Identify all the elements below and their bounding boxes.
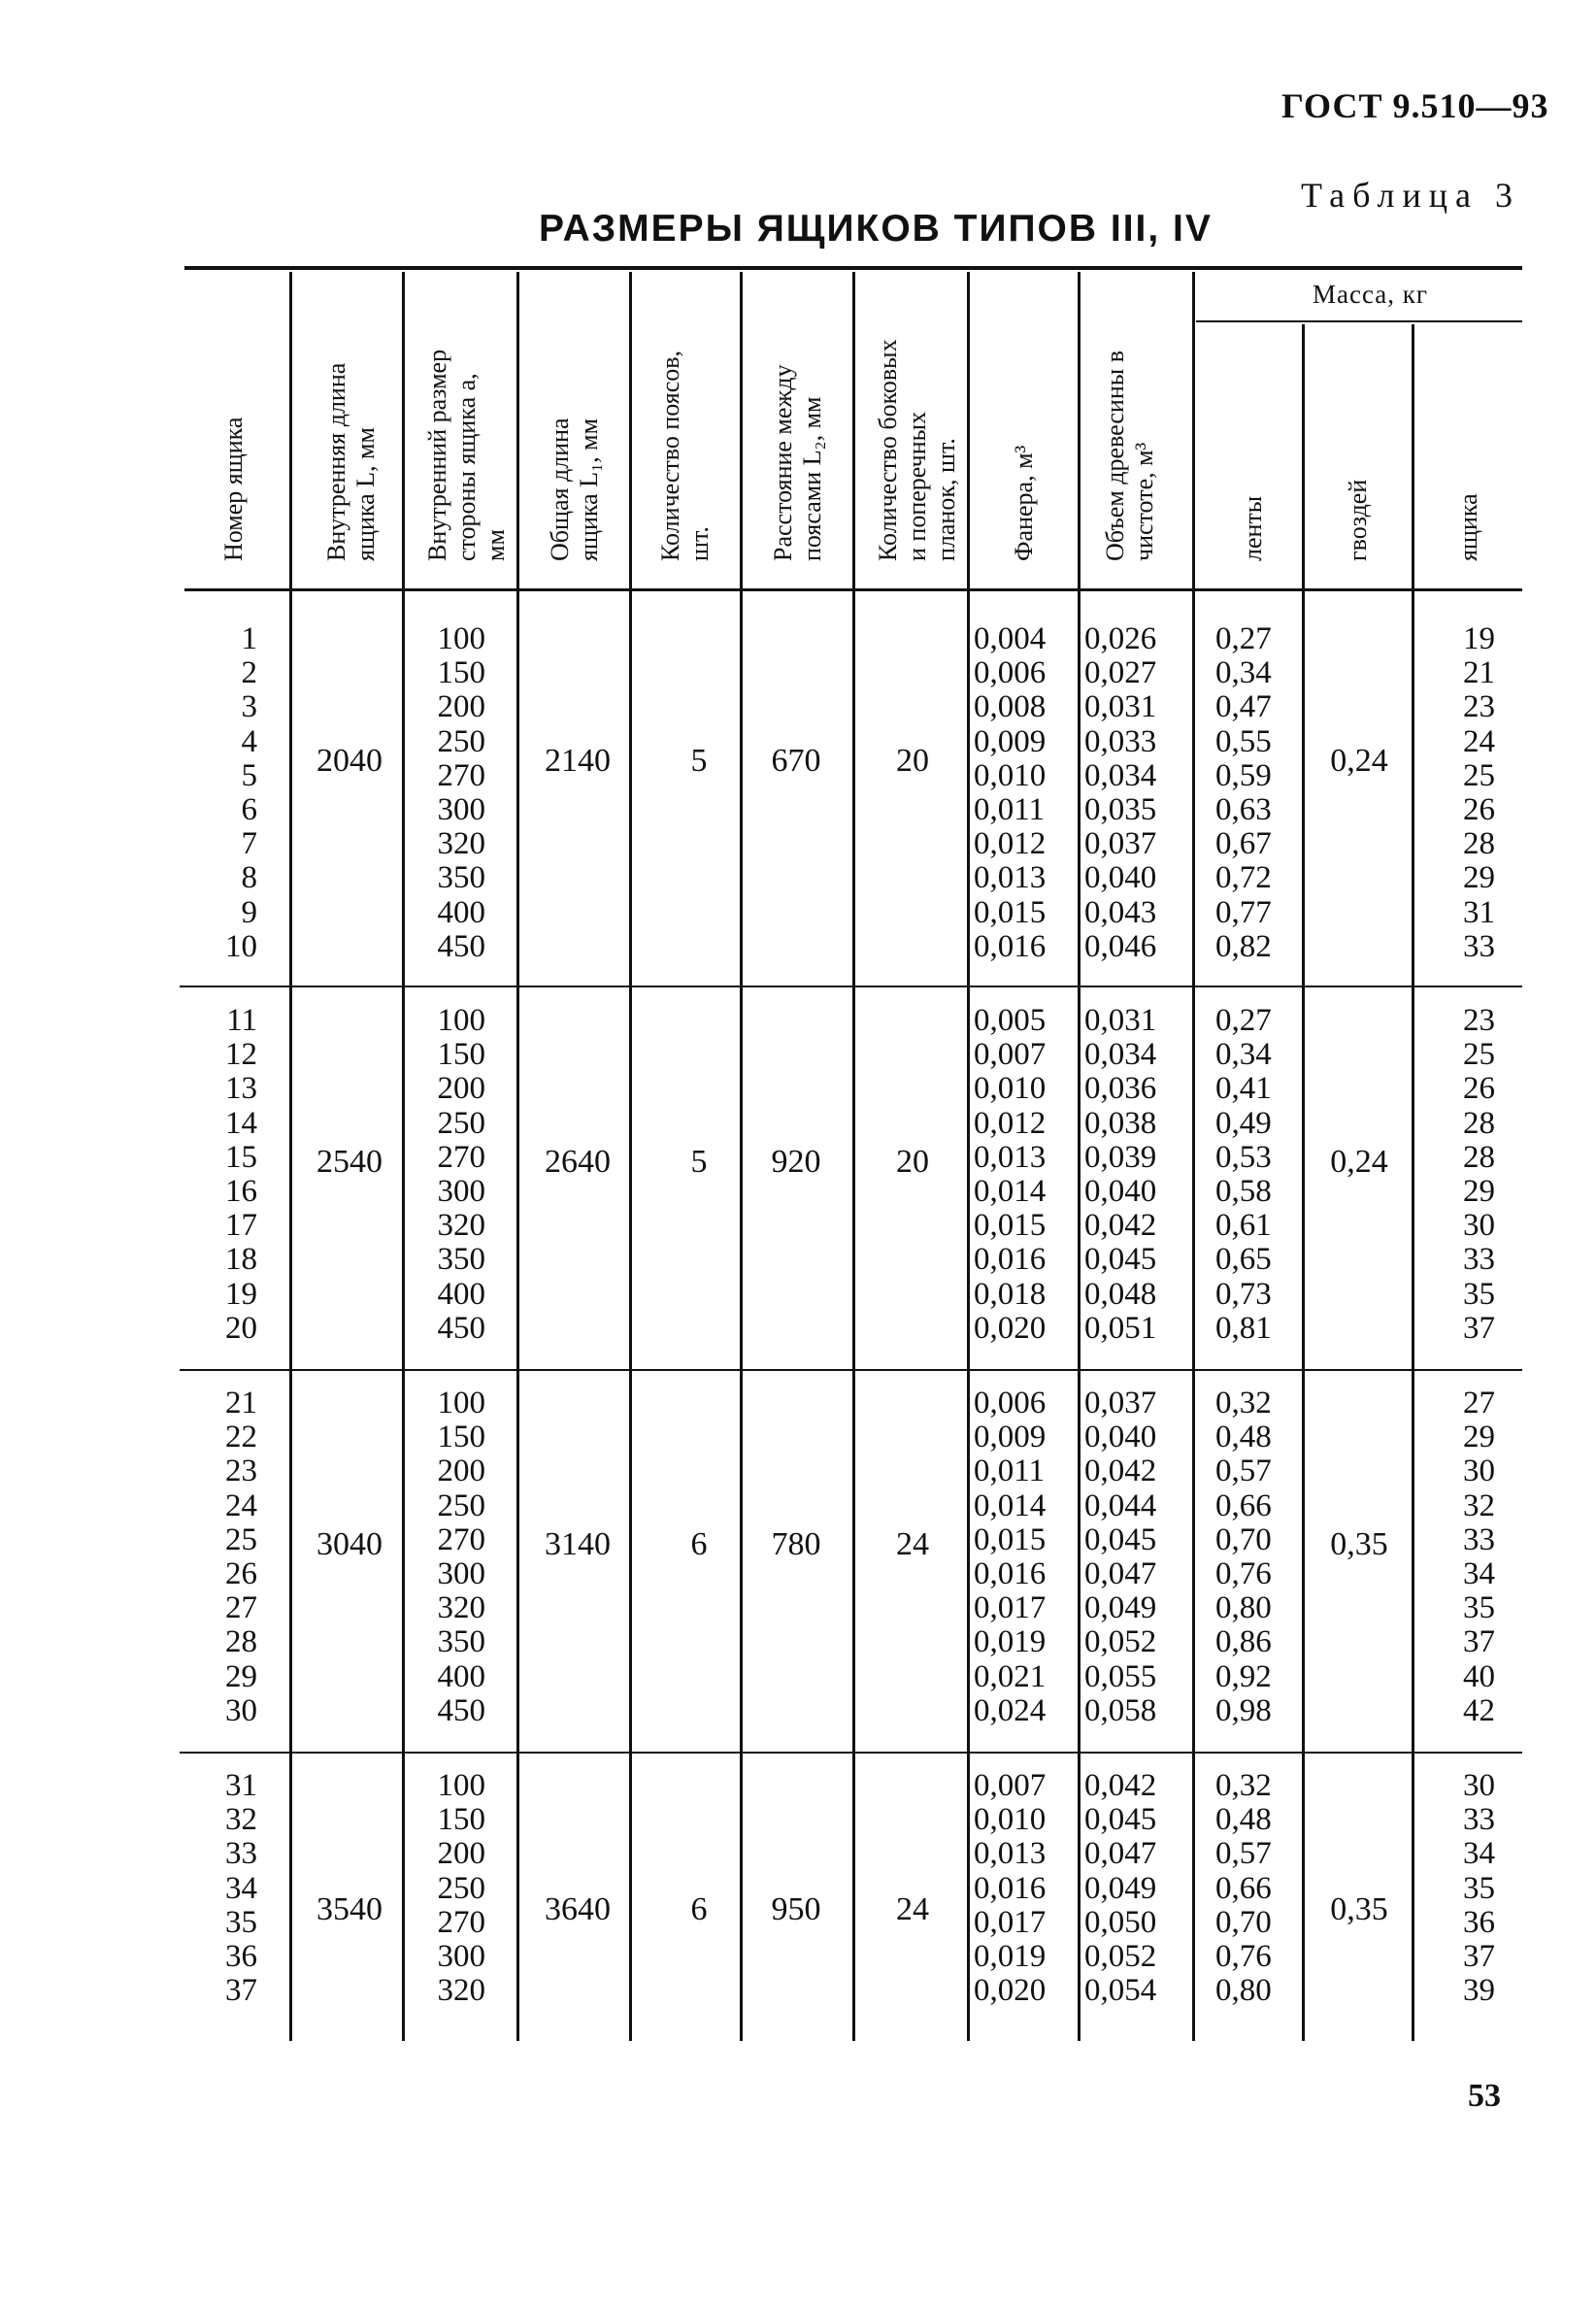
nails-mass-value: 0,24: [1330, 1144, 1388, 1180]
table-title: РАЗМЕРЫ ЯЩИКОВ ТИПОВ III, IV: [539, 208, 1213, 250]
column-rule: [1412, 324, 1414, 2041]
inner-length-value: 3540: [316, 1891, 382, 1927]
box-numbers: 1 2 3 4 5 6 7 8 9 10: [225, 621, 257, 964]
wood-volume-values: 0,031 0,034 0,036 0,038 0,039 0,040 0,042 0,045 0,048 0,051: [1084, 1003, 1157, 1346]
box-numbers: 11 12 13 14 15 16 17 18 19 20: [225, 1003, 257, 1346]
column-rule: [289, 272, 292, 2041]
nails-mass-value: 0,24: [1330, 743, 1388, 779]
header-box-number: Номер ящика: [219, 417, 248, 561]
slats-value: 24: [896, 1526, 929, 1562]
column-rule: [967, 272, 970, 2041]
group-separator: [180, 1752, 1522, 1754]
page-number: 53: [1468, 2078, 1501, 2114]
box-mass-values: 30 33 34 35 36 37 39: [1463, 1768, 1495, 2009]
header-inner-length: Внутренняя длина ящика L, мм: [322, 362, 380, 561]
box-numbers: 21 22 23 24 25 26 27 28 29 30: [225, 1386, 257, 1728]
group-separator: [180, 1369, 1522, 1371]
table-number-label: Таблица 3: [1301, 176, 1520, 215]
table-top-rule: [184, 266, 1522, 270]
tape-mass-values: 0,32 0,48 0,57 0,66 0,70 0,76 0,80 0,86 0,92 0,98: [1215, 1386, 1272, 1728]
distance-value: 920: [771, 1144, 821, 1180]
header-mass-nails: гвоздей: [1344, 479, 1372, 561]
header-slats-count: Количество боковых и поперечных планок, шт.: [874, 339, 960, 561]
belts-value: 6: [690, 1526, 708, 1562]
inner-length-value: 2540: [316, 1144, 382, 1180]
column-rule: [1078, 272, 1081, 2041]
inner-side-values: 100 150 200 250 270 300 320 350 400 450: [437, 1386, 485, 1728]
header-plywood: Фанера, м³: [1010, 445, 1038, 561]
box-mass-values: 19 21 23 24 25 26 28 29 31 33: [1463, 621, 1495, 964]
box-mass-values: 23 25 26 28 28 29 30 33 35 37: [1463, 1003, 1495, 1346]
slats-value: 20: [896, 1144, 929, 1180]
distance-value: 950: [771, 1891, 821, 1927]
nails-mass-value: 0,35: [1330, 1891, 1388, 1927]
header-total-length: Общая длина ящика L₁, мм: [546, 418, 603, 561]
nails-mass-value: 0,35: [1330, 1526, 1388, 1562]
document-standard-number: ГОСТ 9.510—93: [1281, 86, 1549, 125]
slats-value: 20: [896, 743, 929, 779]
distance-value: 670: [771, 743, 821, 779]
plywood-values: 0,004 0,006 0,008 0,009 0,010 0,011 0,012 0,013 0,015 0,016: [974, 621, 1047, 964]
column-rule: [1302, 324, 1305, 2041]
plywood-values: 0,007 0,010 0,013 0,016 0,017 0,019 0,020: [974, 1768, 1047, 2009]
inner-length-value: 3040: [316, 1526, 382, 1562]
total-length-value: 2140: [545, 743, 611, 779]
tape-mass-values: 0,27 0,34 0,47 0,55 0,59 0,63 0,67 0,72 0,77 0,82: [1215, 621, 1272, 964]
total-length-value: 3140: [545, 1526, 611, 1562]
belts-value: 6: [690, 1891, 708, 1927]
tape-mass-values: 0,32 0,48 0,57 0,66 0,70 0,76 0,80: [1215, 1768, 1272, 2009]
mass-subheader-rule: [1196, 320, 1522, 322]
header-mass-tape: ленты: [1239, 495, 1267, 561]
column-rule: [516, 272, 519, 2041]
wood-volume-values: 0,042 0,045 0,047 0,049 0,050 0,052 0,054: [1084, 1768, 1157, 2009]
column-rule: [402, 272, 405, 2041]
inner-length-value: 2040: [316, 743, 382, 779]
header-belt-distance: Расстояние между поясами L₂, мм: [769, 364, 826, 561]
header-belts-count: Количество поясов, шт.: [656, 350, 714, 561]
header-mass-group: Масса, кг: [1313, 280, 1428, 309]
group-separator: [180, 986, 1522, 987]
column-rule: [852, 272, 855, 2041]
tape-mass-values: 0,27 0,34 0,41 0,49 0,53 0,58 0,61 0,65 0,73 0,81: [1215, 1003, 1272, 1346]
inner-side-values: 100 150 200 250 270 300 320 350 400 450: [437, 621, 485, 964]
distance-value: 780: [771, 1526, 821, 1562]
belts-value: 5: [690, 743, 708, 779]
inner-side-values: 100 150 200 250 270 300 320: [437, 1768, 485, 2009]
total-length-value: 2640: [545, 1144, 611, 1180]
inner-side-values: 100 150 200 250 270 300 320 350 400 450: [437, 1003, 485, 1346]
wood-volume-values: 0,037 0,040 0,042 0,044 0,045 0,047 0,049 0,052 0,055 0,058: [1084, 1386, 1157, 1728]
header-wood-volume: Объем древесины в чистоте, м³: [1101, 351, 1158, 561]
column-rule: [740, 272, 743, 2041]
header-inner-side: Внутренний размер стороны ящика a, мм: [423, 349, 510, 561]
slats-value: 24: [896, 1891, 929, 1927]
box-numbers: 31 32 33 34 35 36 37: [225, 1768, 257, 2009]
plywood-values: 0,005 0,007 0,010 0,012 0,013 0,014 0,015 0,016 0,018 0,020: [974, 1003, 1047, 1346]
column-rule: [1192, 272, 1195, 2041]
box-mass-values: 27 29 30 32 33 34 35 37 40 42: [1463, 1386, 1495, 1728]
plywood-values: 0,006 0,009 0,011 0,014 0,015 0,016 0,017 0,019 0,021 0,024: [974, 1386, 1047, 1728]
belts-value: 5: [690, 1144, 708, 1180]
total-length-value: 3640: [545, 1891, 611, 1927]
header-mass-box: ящика: [1454, 493, 1482, 561]
wood-volume-values: 0,026 0,027 0,031 0,033 0,034 0,035 0,037 0,040 0,043 0,046: [1084, 621, 1157, 964]
